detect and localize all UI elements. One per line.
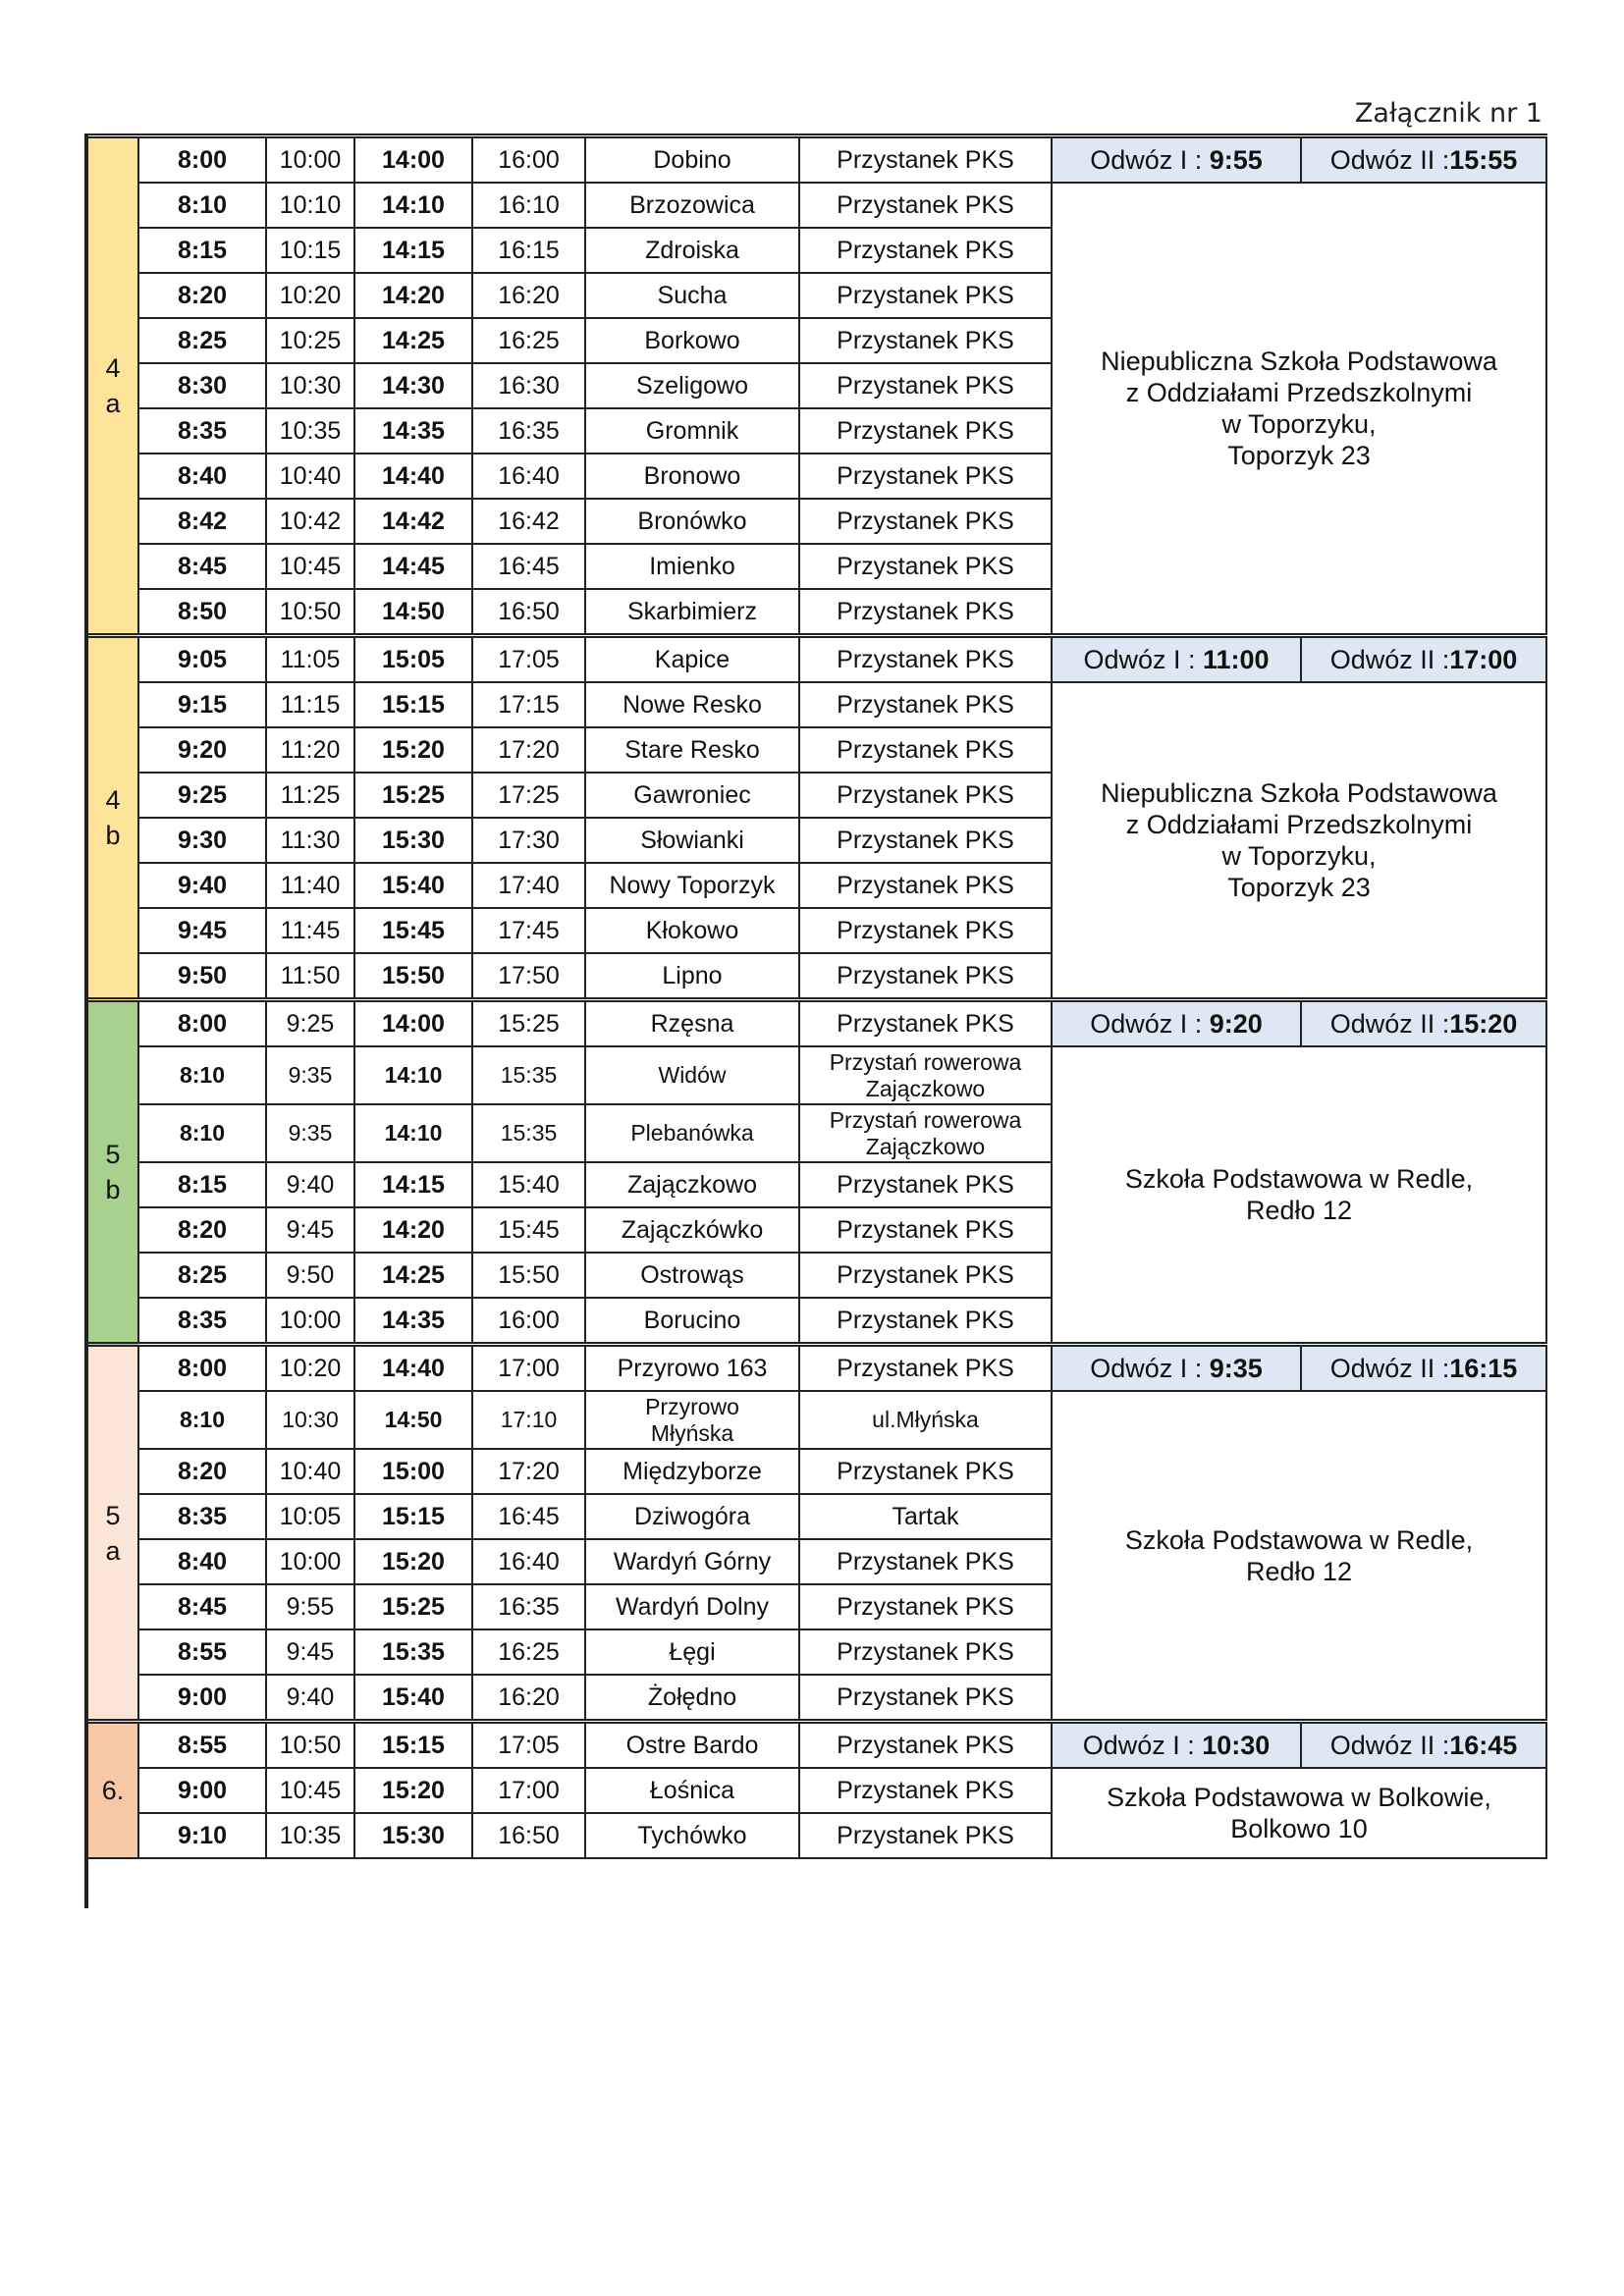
stop-name: Zajączkowo — [585, 1162, 799, 1207]
departure-2: 10:35 — [266, 1813, 354, 1858]
departure-3: 14:42 — [354, 499, 472, 544]
departure-4: 16:45 — [472, 544, 585, 589]
stop-type: Przystanek PKS — [799, 363, 1052, 408]
stop-type: Przystanek PKS — [799, 1345, 1052, 1392]
departure-1: 8:42 — [138, 499, 266, 544]
departure-2: 10:50 — [266, 589, 354, 636]
pickup-2-time: 16:45 — [1449, 1731, 1518, 1760]
departure-2: 10:05 — [266, 1494, 354, 1539]
departure-3: 15:20 — [354, 727, 472, 773]
departure-2: 10:35 — [266, 408, 354, 454]
departure-1: 8:30 — [138, 363, 266, 408]
pickup-2-header: Odwóz II :15:55 — [1301, 136, 1546, 184]
stop-name: Międzyborze — [585, 1449, 799, 1494]
departure-1: 8:45 — [138, 544, 266, 589]
schedule-table — [86, 133, 1547, 1859]
pickup-1-time: 9:55 — [1209, 145, 1263, 175]
stop-type: Przystanek PKS — [799, 1584, 1052, 1629]
departure-2: 10:42 — [266, 499, 354, 544]
departure-1: 8:55 — [138, 1629, 266, 1675]
departure-3: 14:50 — [354, 589, 472, 636]
stop-name: Wardyń Górny — [585, 1539, 799, 1584]
departure-2: 9:55 — [266, 1584, 354, 1629]
stop-type: Przystanek PKS — [799, 1162, 1052, 1207]
stop-name: Zajączkówko — [585, 1207, 799, 1253]
departure-3: 15:20 — [354, 1768, 472, 1813]
departure-3: 15:15 — [354, 1722, 472, 1769]
departure-2: 10:45 — [266, 1768, 354, 1813]
school-name: Niepubliczna Szkoła Podstawowa z Oddziałami Przedszkolnymi w Toporzyku, Toporzyk 23 — [1052, 682, 1546, 1000]
departure-3: 15:05 — [354, 636, 472, 683]
departure-1: 9:10 — [138, 1813, 266, 1858]
departure-2: 11:45 — [266, 908, 354, 953]
stop-name: Skarbimierz — [585, 589, 799, 636]
stop-name: Gawroniec — [585, 773, 799, 818]
stop-type: Przystanek PKS — [799, 1253, 1052, 1298]
stop-name: Nowy Toporzyk — [585, 863, 799, 908]
departure-4: 15:40 — [472, 1162, 585, 1207]
stop-name: Plebanówka — [585, 1104, 799, 1162]
departure-4: 16:35 — [472, 1584, 585, 1629]
table-left-edge — [84, 133, 88, 1908]
departure-1: 8:50 — [138, 589, 266, 636]
stop-type: Przystań rowerowa Zajączkowo — [799, 1046, 1052, 1104]
departure-1: 9:05 — [138, 636, 266, 683]
departure-4: 16:25 — [472, 1629, 585, 1675]
departure-4: 15:35 — [472, 1104, 585, 1162]
departure-3: 15:40 — [354, 1675, 472, 1722]
stop-name: Brzozowica — [585, 183, 799, 228]
stop-type: Przystanek PKS — [799, 1768, 1052, 1813]
stop-type: Przystanek PKS — [799, 908, 1052, 953]
school-name: Niepubliczna Szkoła Podstawowa z Oddziałami Przedszkolnymi w Toporzyku, Toporzyk 23 — [1052, 183, 1546, 636]
departure-4: 17:45 — [472, 908, 585, 953]
departure-2: 9:50 — [266, 1253, 354, 1298]
departure-3: 14:25 — [354, 318, 472, 363]
departure-4: 17:30 — [472, 818, 585, 863]
pickup-1-time: 11:00 — [1202, 645, 1270, 674]
departure-2: 10:45 — [266, 544, 354, 589]
stop-type: Przystanek PKS — [799, 863, 1052, 908]
departure-2: 9:40 — [266, 1162, 354, 1207]
stop-name: Sucha — [585, 273, 799, 318]
stop-type: Przystanek PKS — [799, 773, 1052, 818]
group-label: 4 b — [87, 636, 138, 1000]
stop-type: Przystanek PKS — [799, 183, 1052, 228]
departure-2: 10:40 — [266, 1449, 354, 1494]
departure-2: 10:25 — [266, 318, 354, 363]
stop-type: Tartak — [799, 1494, 1052, 1539]
departure-3: 15:25 — [354, 1584, 472, 1629]
departure-4: 17:15 — [472, 682, 585, 727]
departure-4: 16:20 — [472, 1675, 585, 1722]
stop-name: Łośnica — [585, 1768, 799, 1813]
departure-3: 14:45 — [354, 544, 472, 589]
departure-2: 9:45 — [266, 1629, 354, 1675]
stop-type: Przystanek PKS — [799, 1298, 1052, 1345]
departure-4: 17:05 — [472, 636, 585, 683]
departure-3: 14:10 — [354, 1104, 472, 1162]
departure-2: 11:05 — [266, 636, 354, 683]
departure-1: 9:40 — [138, 863, 266, 908]
pickup-2-time: 17:00 — [1449, 645, 1518, 674]
school-name: Szkoła Podstawowa w Bolkowie, Bolkowo 10 — [1052, 1768, 1546, 1858]
stop-name: Gromnik — [585, 408, 799, 454]
pickup-2-header: Odwóz II :15:20 — [1301, 1000, 1546, 1047]
departure-1: 9:20 — [138, 727, 266, 773]
departure-1: 8:40 — [138, 1539, 266, 1584]
pickup-1-header: Odwóz I : 9:35 — [1052, 1345, 1301, 1392]
stop-name: Borkowo — [585, 318, 799, 363]
departure-3: 15:45 — [354, 908, 472, 953]
departure-1: 8:10 — [138, 1104, 266, 1162]
stop-type: Przystanek PKS — [799, 1539, 1052, 1584]
departure-1: 9:00 — [138, 1675, 266, 1722]
stop-type: Przystań rowerowa Zajączkowo — [799, 1104, 1052, 1162]
stop-name: Kłokowo — [585, 908, 799, 953]
pickup-1-time: 10:30 — [1202, 1731, 1271, 1760]
departure-2: 11:50 — [266, 953, 354, 1000]
departure-3: 15:00 — [354, 1449, 472, 1494]
stop-name: Imienko — [585, 544, 799, 589]
departure-3: 14:00 — [354, 136, 472, 184]
stop-name: Wardyń Dolny — [585, 1584, 799, 1629]
stop-name: Ostrowąs — [585, 1253, 799, 1298]
departure-1: 8:45 — [138, 1584, 266, 1629]
table-row — [87, 1345, 1546, 1392]
departure-1: 8:25 — [138, 318, 266, 363]
departure-4: 16:50 — [472, 589, 585, 636]
departure-3: 15:25 — [354, 773, 472, 818]
departure-4: 16:10 — [472, 183, 585, 228]
departure-3: 14:50 — [354, 1391, 472, 1449]
departure-1: 8:15 — [138, 228, 266, 273]
departure-3: 14:40 — [354, 1345, 472, 1392]
pickup-1-time: 9:35 — [1209, 1354, 1263, 1383]
stop-name: Rzęsna — [585, 1000, 799, 1047]
table-row — [87, 1000, 1546, 1047]
departure-2: 10:40 — [266, 454, 354, 499]
departure-2: 10:10 — [266, 183, 354, 228]
departure-1: 8:40 — [138, 454, 266, 499]
stop-type: ul.Młyńska — [799, 1391, 1052, 1449]
departure-3: 14:25 — [354, 1253, 472, 1298]
pickup-1-time: 9:20 — [1209, 1009, 1263, 1039]
stop-type: Przystanek PKS — [799, 318, 1052, 363]
departure-3: 15:15 — [354, 1494, 472, 1539]
departure-2: 10:00 — [266, 1298, 354, 1345]
group-label: 5 a — [87, 1345, 138, 1722]
departure-2: 9:40 — [266, 1675, 354, 1722]
departure-1: 8:35 — [138, 1494, 266, 1539]
departure-2: 10:20 — [266, 273, 354, 318]
stop-name: Lipno — [585, 953, 799, 1000]
group-label: 4 a — [87, 136, 138, 636]
departure-4: 16:30 — [472, 363, 585, 408]
departure-4: 16:50 — [472, 1813, 585, 1858]
departure-2: 11:30 — [266, 818, 354, 863]
departure-1: 8:20 — [138, 1207, 266, 1253]
stop-name: Nowe Resko — [585, 682, 799, 727]
departure-3: 14:10 — [354, 183, 472, 228]
stop-name: Widów — [585, 1046, 799, 1104]
departure-2: 10:15 — [266, 228, 354, 273]
stop-name: Kapice — [585, 636, 799, 683]
stop-type: Przystanek PKS — [799, 136, 1052, 184]
departure-4: 16:45 — [472, 1494, 585, 1539]
departure-3: 15:35 — [354, 1629, 472, 1675]
stop-type: Przystanek PKS — [799, 1813, 1052, 1858]
stop-type: Przystanek PKS — [799, 454, 1052, 499]
departure-4: 15:45 — [472, 1207, 585, 1253]
departure-1: 9:25 — [138, 773, 266, 818]
departure-3: 15:30 — [354, 818, 472, 863]
departure-1: 8:25 — [138, 1253, 266, 1298]
departure-4: 16:40 — [472, 454, 585, 499]
table-row — [87, 136, 1546, 184]
pickup-1-header: Odwóz I : 9:20 — [1052, 1000, 1301, 1047]
departure-3: 14:30 — [354, 363, 472, 408]
departure-4: 16:00 — [472, 136, 585, 184]
pickup-2-header: Odwóz II :16:15 — [1301, 1345, 1546, 1392]
stop-type: Przystanek PKS — [799, 589, 1052, 636]
group-label: 6. — [87, 1722, 138, 1859]
stop-name: Zdroiska — [585, 228, 799, 273]
departure-4: 16:00 — [472, 1298, 585, 1345]
stop-name: Stare Resko — [585, 727, 799, 773]
departure-1: 9:15 — [138, 682, 266, 727]
departure-2: 9:35 — [266, 1104, 354, 1162]
departure-4: 17:10 — [472, 1391, 585, 1449]
table-row — [87, 1391, 1546, 1449]
departure-3: 15:50 — [354, 953, 472, 1000]
pickup-1-header: Odwóz I : 10:30 — [1052, 1722, 1301, 1769]
table-row — [87, 1046, 1546, 1104]
stop-name: Dziwogóra — [585, 1494, 799, 1539]
departure-2: 11:15 — [266, 682, 354, 727]
departure-4: 16:40 — [472, 1539, 585, 1584]
pickup-2-time: 15:55 — [1449, 145, 1518, 175]
school-name: Szkoła Podstawowa w Redle, Redło 12 — [1052, 1046, 1546, 1345]
departure-4: 17:00 — [472, 1345, 585, 1392]
group-label: 5 b — [87, 1000, 138, 1345]
table-row — [87, 1768, 1546, 1813]
departure-4: 15:50 — [472, 1253, 585, 1298]
departure-1: 8:20 — [138, 1449, 266, 1494]
table-row — [87, 682, 1546, 727]
stop-name: Ostre Bardo — [585, 1722, 799, 1769]
departure-3: 15:15 — [354, 682, 472, 727]
stop-type: Przystanek PKS — [799, 544, 1052, 589]
stop-type: Przystanek PKS — [799, 1000, 1052, 1047]
stop-name: Słowianki — [585, 818, 799, 863]
departure-3: 14:10 — [354, 1046, 472, 1104]
departure-2: 9:35 — [266, 1046, 354, 1104]
pickup-2-time: 16:15 — [1449, 1354, 1518, 1383]
stop-type: Przystanek PKS — [799, 1449, 1052, 1494]
departure-1: 9:30 — [138, 818, 266, 863]
departure-2: 11:40 — [266, 863, 354, 908]
stop-name: Borucino — [585, 1298, 799, 1345]
departure-4: 16:20 — [472, 273, 585, 318]
departure-4: 15:35 — [472, 1046, 585, 1104]
annex-label: Załącznik nr 1 — [1354, 98, 1543, 129]
stop-name: Przyrowo Młyńska — [585, 1391, 799, 1449]
departure-4: 17:25 — [472, 773, 585, 818]
stop-type: Przystanek PKS — [799, 818, 1052, 863]
departure-3: 14:35 — [354, 408, 472, 454]
stop-type: Przystanek PKS — [799, 1675, 1052, 1722]
table-row — [87, 636, 1546, 683]
departure-3: 14:00 — [354, 1000, 472, 1047]
stop-name: Żołędno — [585, 1675, 799, 1722]
stop-type: Przystanek PKS — [799, 1722, 1052, 1769]
departure-2: 9:25 — [266, 1000, 354, 1047]
departure-3: 14:40 — [354, 454, 472, 499]
stop-type: Przystanek PKS — [799, 727, 1052, 773]
departure-1: 9:45 — [138, 908, 266, 953]
stop-name: Szeligowo — [585, 363, 799, 408]
school-name: Szkoła Podstawowa w Redle, Redło 12 — [1052, 1391, 1546, 1722]
departure-2: 10:20 — [266, 1345, 354, 1392]
departure-1: 8:10 — [138, 1046, 266, 1104]
departure-1: 8:10 — [138, 1391, 266, 1449]
stop-name: Łęgi — [585, 1629, 799, 1675]
stop-name: Bronówko — [585, 499, 799, 544]
stop-name: Bronowo — [585, 454, 799, 499]
departure-1: 8:35 — [138, 408, 266, 454]
table-row — [87, 183, 1546, 228]
departure-4: 17:50 — [472, 953, 585, 1000]
stop-type: Przystanek PKS — [799, 1629, 1052, 1675]
departure-3: 14:15 — [354, 1162, 472, 1207]
departure-1: 9:00 — [138, 1768, 266, 1813]
stop-type: Przystanek PKS — [799, 682, 1052, 727]
departure-1: 8:15 — [138, 1162, 266, 1207]
departure-2: 10:50 — [266, 1722, 354, 1769]
departure-1: 9:50 — [138, 953, 266, 1000]
pickup-2-header: Odwóz II :16:45 — [1301, 1722, 1546, 1769]
departure-1: 8:00 — [138, 1345, 266, 1392]
departure-1: 8:55 — [138, 1722, 266, 1769]
departure-3: 14:20 — [354, 1207, 472, 1253]
departure-2: 10:30 — [266, 363, 354, 408]
departure-3: 14:35 — [354, 1298, 472, 1345]
departure-4: 16:35 — [472, 408, 585, 454]
pickup-1-header: Odwóz I : 11:00 — [1052, 636, 1301, 683]
stop-name: Dobino — [585, 136, 799, 184]
departure-1: 8:00 — [138, 1000, 266, 1047]
departure-2: 10:30 — [266, 1391, 354, 1449]
departure-4: 17:00 — [472, 1768, 585, 1813]
departure-2: 10:00 — [266, 1539, 354, 1584]
stop-name: Tychówko — [585, 1813, 799, 1858]
stop-type: Przystanek PKS — [799, 273, 1052, 318]
stop-type: Przystanek PKS — [799, 228, 1052, 273]
departure-2: 10:00 — [266, 136, 354, 184]
departure-1: 8:20 — [138, 273, 266, 318]
departure-2: 11:25 — [266, 773, 354, 818]
stop-name: Przyrowo 163 — [585, 1345, 799, 1392]
stop-type: Przystanek PKS — [799, 408, 1052, 454]
stop-type: Przystanek PKS — [799, 953, 1052, 1000]
pickup-2-time: 15:20 — [1449, 1009, 1518, 1039]
departure-4: 16:42 — [472, 499, 585, 544]
departure-3: 15:20 — [354, 1539, 472, 1584]
departure-4: 17:20 — [472, 727, 585, 773]
departure-4: 17:40 — [472, 863, 585, 908]
departure-1: 8:10 — [138, 183, 266, 228]
departure-2: 9:45 — [266, 1207, 354, 1253]
departure-3: 14:15 — [354, 228, 472, 273]
stop-type: Przystanek PKS — [799, 499, 1052, 544]
table-row — [87, 1722, 1546, 1769]
departure-4: 17:05 — [472, 1722, 585, 1769]
departure-3: 15:40 — [354, 863, 472, 908]
departure-4: 17:20 — [472, 1449, 585, 1494]
departure-4: 16:15 — [472, 228, 585, 273]
departure-1: 8:00 — [138, 136, 266, 184]
departure-4: 15:25 — [472, 1000, 585, 1047]
departure-1: 8:35 — [138, 1298, 266, 1345]
departure-4: 16:25 — [472, 318, 585, 363]
pickup-1-header: Odwóz I : 9:55 — [1052, 136, 1301, 184]
pickup-2-header: Odwóz II :17:00 — [1301, 636, 1546, 683]
departure-2: 11:20 — [266, 727, 354, 773]
departure-3: 14:20 — [354, 273, 472, 318]
stop-type: Przystanek PKS — [799, 636, 1052, 683]
departure-3: 15:30 — [354, 1813, 472, 1858]
stop-type: Przystanek PKS — [799, 1207, 1052, 1253]
